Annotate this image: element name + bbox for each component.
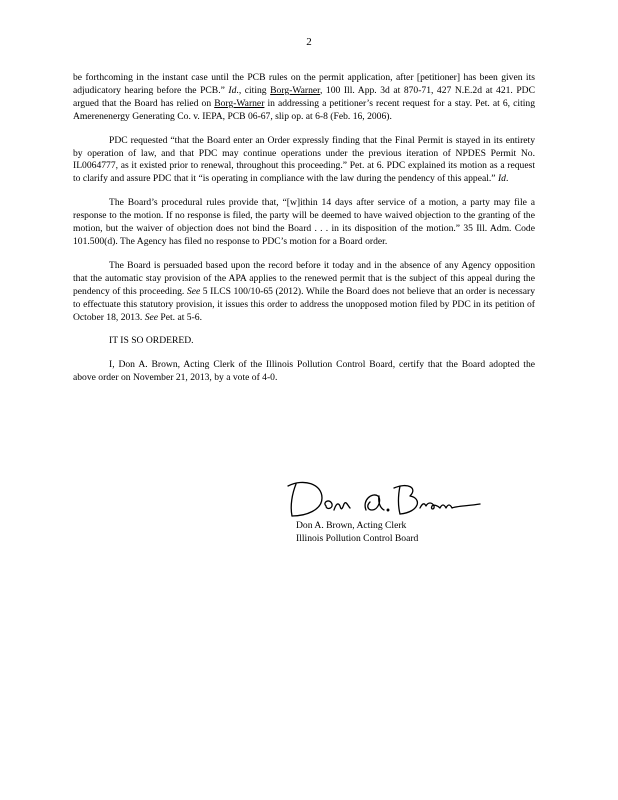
p2-text-b: .: [505, 173, 509, 185]
p2-text-a: PDC requested “that the Board enter an Order expressly finding that the Final Permit is stayed in its entirety by operation of law, and that PDC may continue operations under the previous iteration of NPDES Permit No. IL0064777, as it existed prior to renewal, throughout this proceeding.” Pet. at 6. PDC explained its motion as a request to clarify and assure PDC that it “is operating in compliance with the law during the pendency of this appeal.”: [73, 134, 535, 185]
document-body: [73, 72, 535, 396]
paragraph-4: [73, 260, 535, 325]
paragraph-1: [73, 72, 535, 124]
p1-id-cite: Id: [228, 84, 237, 96]
signer-organization: Illinois Pollution Control Board: [296, 533, 419, 544]
p3-text-a: The Board’s procedural rules provide that, “[w]ithin 14 days after service of a motion, a party may file a response to the motion. If no response is filed, the party will be deemed to have waived objection to the granting of the motion, but the waiver of objection does not bind the Board . . . in its disposition of the motion.” 35 Ill. Adm. Code 101.500(d). The Agency has filed no response to PDC’s motion for a Board order.: [73, 197, 535, 247]
handwritten-signature: [282, 476, 487, 520]
p1-text-a: be forthcoming in the instant case until the PCB rules on the permit application, after [petitioner] has been given its adjudicatory hearing before the PCB.”: [73, 72, 535, 96]
paragraph-3: [73, 197, 535, 249]
p1-text-d: in addressing a petitioner’s recent request for a stay. Pet. at 6, citing Amerenenergy Generating Co. v. IEPA, PCB 06-67, slip op. at 6-8 (Feb. 16, 2006).: [73, 97, 535, 122]
p4-text-c: Pet. at 5-6.: [160, 311, 202, 323]
p1-text-b: ., citing: [236, 84, 267, 96]
clerk-certification: I, Don A. Brown, Acting Clerk of the Illinois Pollution Control Board, certify that the Board adopted the above order on November 21, 2013, by a vote of 4-0.: [73, 359, 535, 384]
page-number: 2: [306, 36, 312, 48]
signature-block: [296, 519, 418, 545]
p4-see-signal-2: See: [144, 311, 159, 323]
p4-see-signal-1: See: [186, 285, 201, 297]
paragraph-2: [73, 135, 535, 187]
p1-case-borg-warner-2: Borg-Warner: [214, 97, 265, 109]
p1-case-borg-warner-1: Borg-Warner: [270, 84, 320, 96]
p4-text-b: 5 ILCS 100/10-65 (2012). While the Board does not believe that an order is necessary to effectuate this statutory provision, it issues this order to address the unopposed motion filed by PDC in its petition of October 18, 2013.: [73, 285, 535, 323]
so-ordered: IT IS SO ORDERED.: [109, 335, 194, 347]
p1-text-c: , 100 Ill. App. 3d at 870-71, 427 N.E.2d at 421. PDC argued that the Board has relied on: [73, 84, 536, 109]
signer-name-title: Don A. Brown, Acting Clerk: [296, 520, 407, 531]
p4-text-a: The Board is persuaded based upon the record before it today and in the absence of any Agency opposition that the automatic stay provision of the APA applies to the renewed permit that is the subject of this appeal during the pendency of this proceeding.: [73, 259, 535, 297]
p2-id-cite: Id: [497, 173, 506, 185]
